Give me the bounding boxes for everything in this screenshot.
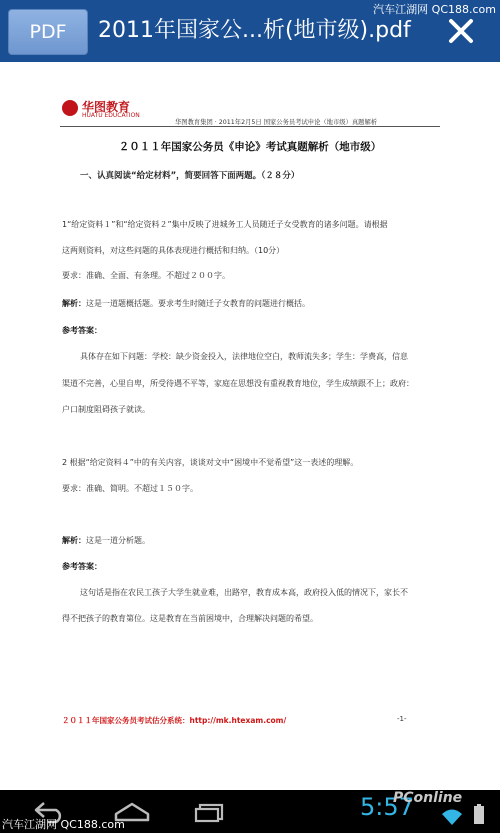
recent-apps-icon[interactable] <box>190 798 230 824</box>
analysis-text: 这是一道题概括题。要求考生时随迁子女教育的问题进行概括。 <box>86 299 310 308</box>
logo-badge-icon <box>62 100 78 116</box>
watermark-bottom-right: PConline <box>393 790 463 806</box>
file-title: 2011年国家公...析(地市级).pdf <box>98 18 411 43</box>
section-heading: 一、认真阅读“给定材料”，简要回答下面两题。（２８分） <box>80 171 300 181</box>
wifi-icon <box>441 808 463 826</box>
close-icon[interactable] <box>444 14 478 48</box>
question-1-line-1: 1“给定资料１”和“给定资料２”集中反映了进城务工人员随迁子女受教育的诸多问题。请根据 <box>62 220 388 229</box>
status-clock: 5:57 <box>360 793 414 821</box>
question-1-answer-label: 参考答案： <box>62 326 102 335</box>
question-1-answer-line-1: 具体存在如下问题：学校：缺少资金投入，法律地位空白，教师流失多；学生：学费高，信息 <box>80 352 408 361</box>
watermark-top: 汽车江湖网 QC188.com <box>373 3 496 16</box>
analysis-label: 解析： <box>62 536 86 545</box>
question-1-answer-line-2: 渠道不完善，心里自卑，所受待遇不平等，家庭在思想没有重视教育地位，学生成绩跟不上；政府： <box>62 379 414 388</box>
battery-icon <box>474 804 484 824</box>
question-2-answer-label: 参考答案： <box>62 562 102 571</box>
publisher-logo <box>62 98 160 122</box>
page-footer-link[interactable]: ２０１１年国家公务员考试估分系统：http://mk.htexam.com/ <box>62 716 287 725</box>
logo-subtext: HUATU EDUCATION <box>82 112 140 119</box>
pdf-page[interactable] <box>0 62 500 790</box>
page-header: 华图教育集团 · 2011年2月5日 国家公务员考试申论（地市级）真题解析 <box>175 119 378 126</box>
question-2-analysis <box>62 535 150 546</box>
question-1-requirement: 要求：准确、全面、有条理。不超过２００字。 <box>62 271 230 280</box>
title-bar <box>0 0 500 62</box>
logo-text: 华图教育 <box>82 100 131 114</box>
system-nav-bar <box>0 790 500 833</box>
question-1-answer-line-3: 户口制度阻碍孩子就读。 <box>62 405 150 414</box>
question-1-line-2: 这两则资料，对这些问题的具体表现进行概括和归纳。（10分） <box>62 246 285 255</box>
watermark-bottom-left: 汽车江湖网 QC188.com <box>2 818 125 831</box>
analysis-text: 这是一道分析题。 <box>86 536 150 545</box>
question-2-answer-line-1: 这句话是指在农民工孩子大学生就业难，出路窄，教育成本高，政府投入低的情况下，家长不 <box>80 588 408 597</box>
question-2-line-1: 2 根据“给定资料４”中的有关内容，谈谈对文中“困境中不觉希望”这一表述的理解。 <box>62 458 359 467</box>
question-1-analysis <box>62 298 310 309</box>
pdf-button[interactable]: PDF <box>8 9 88 55</box>
analysis-label: 解析： <box>62 299 86 308</box>
header-divider <box>60 126 440 127</box>
question-2-answer-line-2: 得不把孩子的教育第位。这是教育在当前困境中，合理解决问题的希望。 <box>62 614 318 623</box>
question-2-requirement: 要求：准确、简明。不超过１５０字。 <box>62 484 198 493</box>
page-number: -1- <box>397 715 407 723</box>
document-title: ２０１１年国家公务员《申论》考试真题解析（地市级） <box>118 141 382 153</box>
